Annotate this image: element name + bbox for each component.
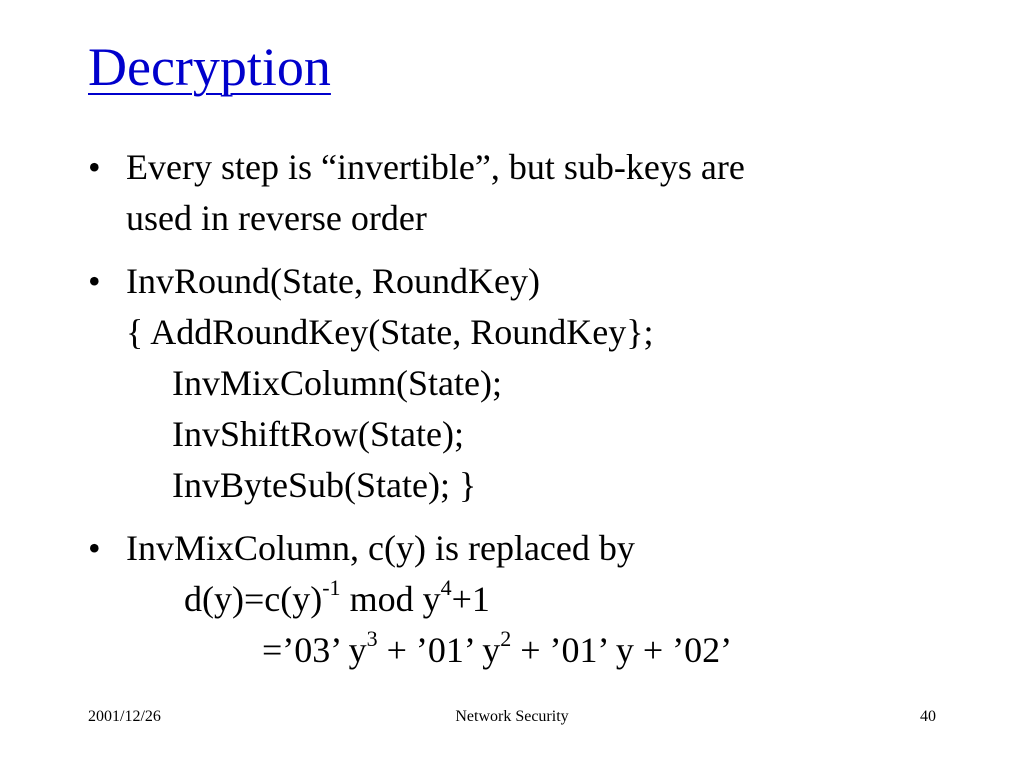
bullet-text-line: used in reverse order xyxy=(126,198,427,238)
formula-part: + ’01’ y xyxy=(377,630,501,670)
bullet-marker: • xyxy=(88,147,101,187)
code-line: { AddRoundKey(State, RoundKey}; xyxy=(126,312,654,352)
bullet-marker: • xyxy=(88,528,101,568)
code-line: InvByteSub(State); } xyxy=(172,465,477,505)
footer-date: 2001/12/26 xyxy=(88,708,161,725)
slide-title: Decryption xyxy=(88,37,331,97)
footer-title: Network Security xyxy=(455,708,569,725)
bullet-item xyxy=(88,256,988,511)
slide-body xyxy=(88,142,988,688)
formula-part: d(y)=c(y) xyxy=(184,579,323,619)
formula-line xyxy=(126,574,988,625)
formula-exponent: 3 xyxy=(366,626,378,651)
formula-part: =’03’ y xyxy=(262,630,367,670)
code-line: InvShiftRow(State); xyxy=(172,414,464,454)
bullet-item xyxy=(88,523,988,676)
bullet-marker: • xyxy=(88,261,101,301)
bullet-text-line: InvMixColumn, c(y) is replaced by xyxy=(126,528,635,568)
formula-exponent: 4 xyxy=(440,575,452,600)
formula-part: + ’01’ y + ’02’ xyxy=(511,630,733,670)
formula-part: +1 xyxy=(451,579,490,619)
code-line: InvMixColumn(State); xyxy=(172,363,502,403)
page-number: 40 xyxy=(920,708,936,725)
bullet-text-line: Every step is “invertible”, but sub-keys are xyxy=(126,147,745,187)
formula-exponent: 2 xyxy=(500,626,512,651)
code-line: InvRound(State, RoundKey) xyxy=(126,261,540,301)
formula-line xyxy=(126,625,988,676)
formula-part: mod y xyxy=(340,579,441,619)
bullet-item xyxy=(88,142,988,244)
formula-exponent: -1 xyxy=(322,575,341,600)
